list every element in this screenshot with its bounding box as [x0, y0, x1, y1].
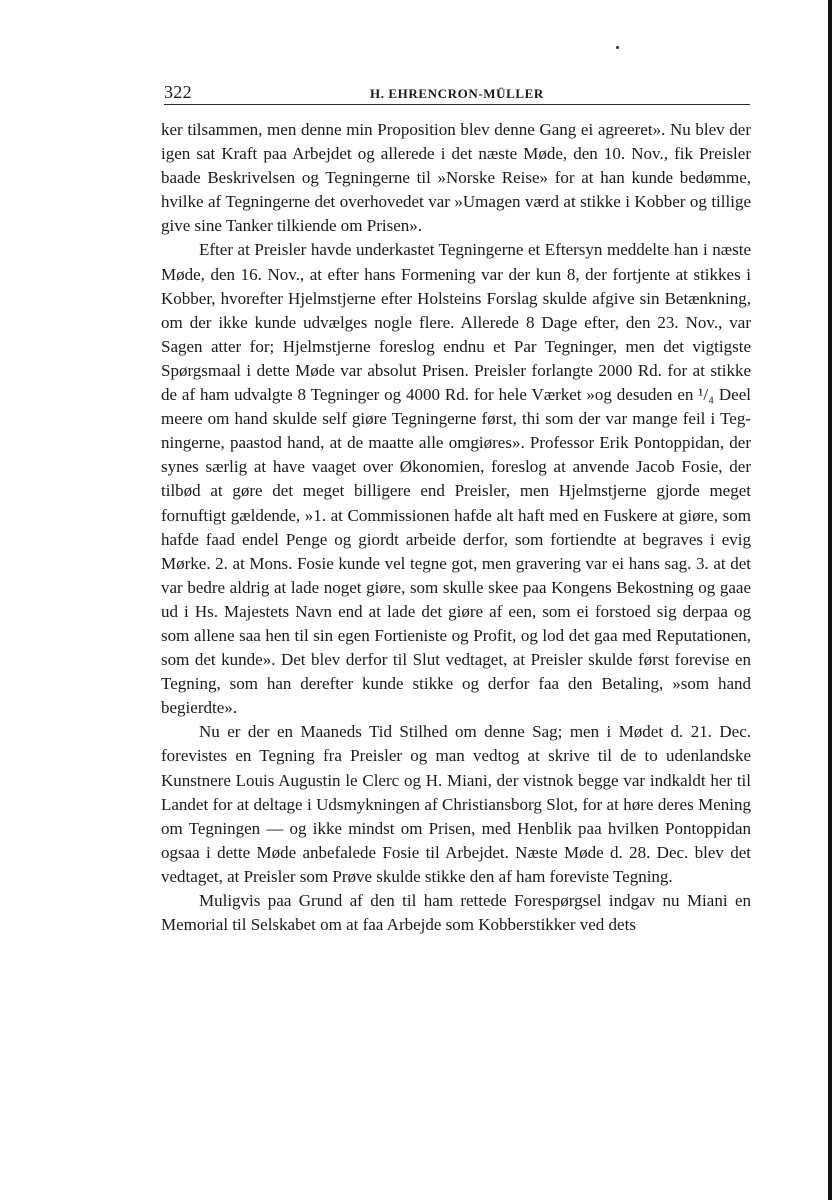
page-header: [164, 78, 750, 105]
paragraph-preisler-prices: Efter at Preisler havde underkastet Tegningerne et Eftersyn meddelte han i næste Møde, den 16. Nov., at efter hans Formening var der kun 8, der fortjente at stikkes i Kobber, hvorefter Hjelmstjerne efter Holsteins Forslag skulde afgive sin Betænkning, om der ikke kunde udvælges nogle flere. Allerede 8 Dage efter, den 23. Nov., var Sagen atter for; Hjelmstjerne foreslog endnu et Par Tegninger, men det vigtigste Spørgsmaal i dette Møde var absolut Prisen. Preisler forlangte 2000 Rd. for at stikke de af ham udvalgte 8 Tegninger og 4000 Rd. for hele Værket »og desuden en ¹/₄ Deel meere om hand skulde self giøre Tegningerne først, thi som der var mange feil i Tegningerne, paastod hand, at de maatte alle omgiøres». Professor Erik Pontoppidan, der synes særlig at have vaaget over Økonomien, foreslog at anvende Jacob Fosie, der tilbød at gøre det meget billigere end Preisler, men Hjelmstjerne gjorde meget fornuftigt gældende, »1. at Commissionen hafde alt haft med en Fuskere at giøre, som hafde faad endel Penge og giordt arbeide derfor, som fortiendte at begraves i evig Mørke. 2. at Mons. Fosie kunde vel tegne got, men gravering var ei hans sag. 3. at det var bedre aldrig at lade noget giøre, som skulle skee paa Kongens Bekostning og gaae ud i Hs. Majestets Navn end at lade det giøre af een, som ei forstoed sig derpaa og som allene saa hen til sin egen Fortieniste og Profit, og lod det gaa med Reputationen, som det kunde». Det blev derfor til Slut vedtaget, at Preisler skulde først forevise en Tegning, som han derefter kunde stikke og derfor faa den Betaling, »som hand begierdte».: [161, 240, 751, 718]
body-text: [161, 118, 751, 937]
paragraph-december-meeting: Nu er der en Maaneds Tid Stilhed om denne Sag; men i Mødet d. 21. Dec. forevistes en Tegning fra Preisler og man vedtog at skrive til de to udenlandske Kunstnere Louis Augustin le Clerc og H. Miani, der vistnok begge var indkaldt her til Landet for at deltage i Udsmykningen af Christiansborg Slot, for at høre deres Mening om Tegningen — og ikke mindst om Prisen, med Henblik paa hvilken Pontoppidan ogsaa i dette Møde anbefalede Fosie til Arbejdet. Næste Møde d. 28. Dec. blev det vedtaget, at Preisler som Prøve skulde stikke den af ham foreviste Tegning.: [161, 722, 751, 886]
scan-speck: [616, 46, 619, 49]
scan-edge: [828, 0, 832, 1200]
page-number: 322: [164, 82, 192, 102]
paragraph-continuation: ker tilsammen, men denne min Proposition blev denne Gang ei agreeret». Nu blev der igen sat Kraft paa Arbejdet og allerede i det næste Møde, den 10. Nov., fik Preisler baade Beskrivelsen og Tegningerne til »Norske Reise» for at han kunde bedømme, hvilke af Tegningerne det overhovedet var »Umagen værd at stikke i Kobber og tillige give sine Tanker tilkiende om Prisen».: [161, 120, 751, 236]
paragraph-miani-memorial: Muligvis paa Grund af den til ham rettede Forespørgsel indgav nu Miani en Memorial til Selskabet om at faa Arbejde som Kobberstikker ved dets: [161, 891, 751, 935]
running-head: H. EHRENCRON-MÜLLER: [370, 86, 544, 101]
